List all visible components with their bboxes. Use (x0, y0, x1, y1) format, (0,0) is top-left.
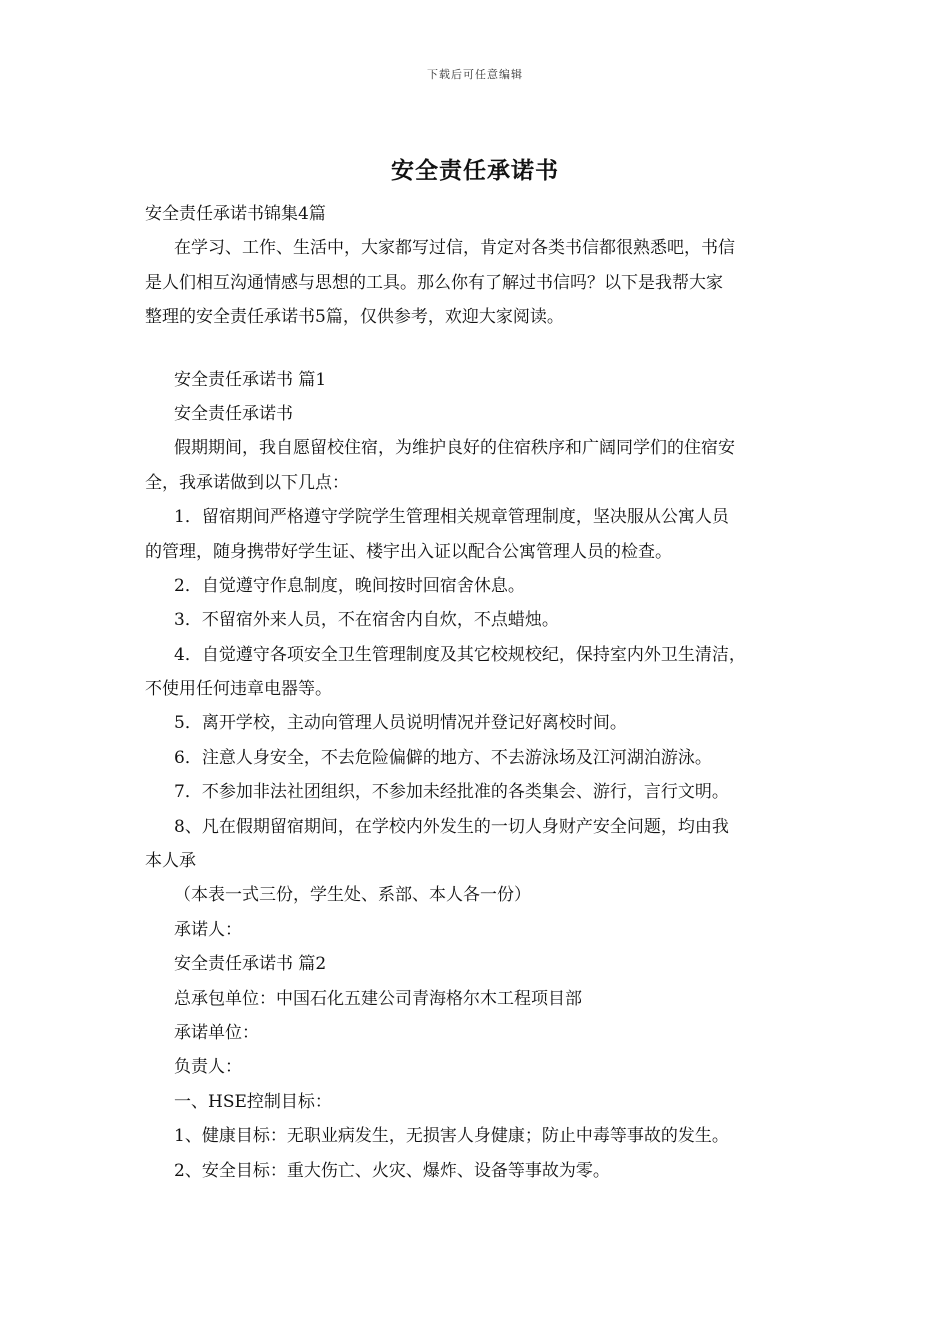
list-item: 7．不参加非法社团组织，不参加未经批准的各类集会、游行，言行文明。 (174, 782, 729, 803)
person-label: 负责人： (174, 1057, 242, 1078)
list-item: 不使用任何违章电器等。 (145, 679, 332, 700)
copies-note: （本表一式三份，学生处、系部、本人各一份） (174, 885, 531, 906)
section1-paragraph: 假期期间，我自愿留校住宿，为维护良好的住宿秩序和广阔同学们的住宿安 (174, 438, 735, 459)
list-item: 1．留宿期间严格遵守学院学生管理相关规章管理制度，坚决服从公寓人员 (174, 507, 729, 528)
list-item: 的管理，随身携带好学生证、楼宇出入证以配合公寓管理人员的检查。 (145, 541, 672, 562)
section2-heading: 安全责任承诺书 篇2 (174, 954, 327, 975)
section1-paragraph: 全，我承诺做到以下几点： (145, 472, 349, 493)
blank-line (145, 335, 827, 363)
section1-heading: 安全责任承诺书 篇1 (174, 369, 327, 390)
document-subtitle: 安全责任承诺书锦集4篇 (145, 204, 326, 224)
list-item: 6．注意人身安全，不去危险偏僻的地方、不去游泳场及江河湖泊游泳。 (174, 747, 712, 768)
contractor-line: 总承包单位：中国石化五建公司青海格尔木工程项目部 (174, 988, 582, 1009)
document-title: 安全责任承诺书 (391, 157, 559, 184)
list-item: 3．不留宿外来人员，不在宿舍内自炊，不点蜡烛。 (174, 610, 559, 631)
intro-line: 在学习、工作、生活中，大家都写过信，肯定对各类书信都很熟悉吧，书信 (174, 238, 735, 259)
intro-line: 整理的安全责任承诺书5篇，仅供参考，欢迎大家阅读。 (145, 307, 564, 328)
intro-line: 是人们相互沟通情感与思想的工具。那么你有了解过书信吗？以下是我帮大家 (145, 272, 723, 293)
header-note: 下载后可任意编辑 (427, 68, 523, 81)
list-item: 2．自觉遵守作息制度，晚间按时回宿舍休息。 (174, 575, 525, 596)
section1-subheading: 安全责任承诺书 (174, 403, 293, 424)
goal-item: 1、健康目标：无职业病发生，无损害人身健康；防止中毒等事故的发生。 (174, 1126, 729, 1147)
list-item: 本人承 (145, 851, 196, 872)
list-item: 4．自觉遵守各项安全卫生管理制度及其它校规校纪，保持室内外卫生清洁， (174, 644, 746, 665)
unit-label: 承诺单位： (174, 1022, 259, 1043)
goal-item: 2、安全目标：重大伤亡、火灾、爆炸、设备等事故为零。 (174, 1160, 610, 1181)
document-body (145, 197, 827, 1188)
list-item: 5．离开学校，主动向管理人员说明情况并登记好离校时间。 (174, 713, 627, 734)
list-item: 8、凡在假期留宿期间，在学校内外发生的一切人身财产安全问题，均由我 (174, 816, 729, 837)
signer-label: 承诺人： (174, 919, 242, 940)
goals-heading: 一、HSE控制目标： (174, 1091, 332, 1112)
